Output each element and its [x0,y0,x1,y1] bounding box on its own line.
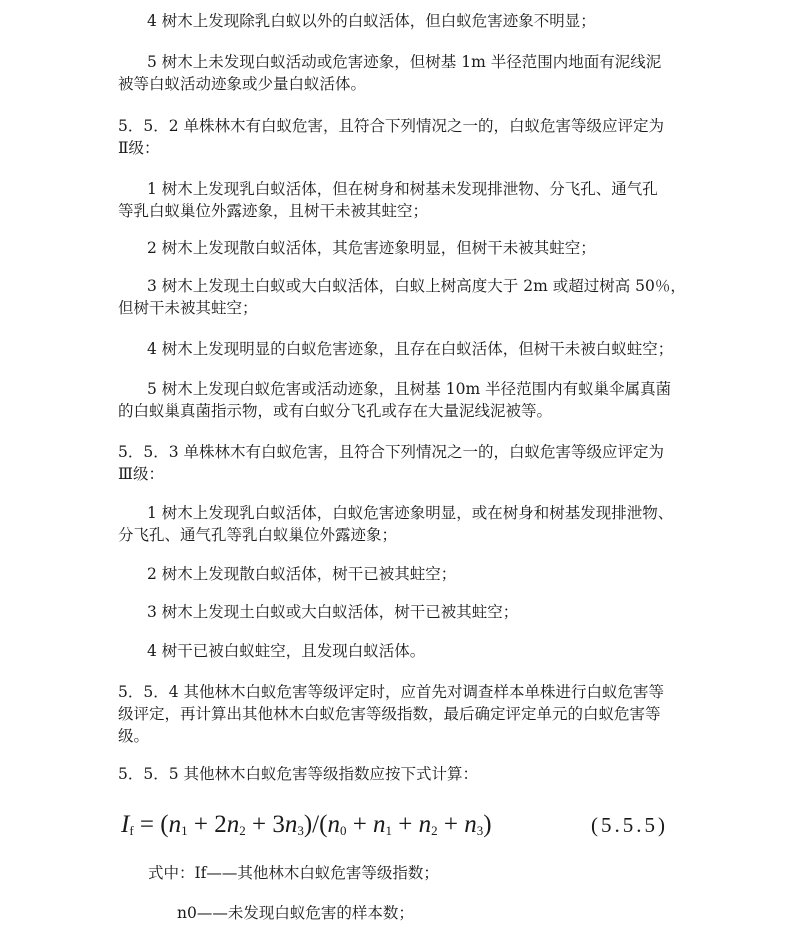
formula-plus-2: + 2 [187,811,227,838]
index-formula [121,808,691,842]
formula-eq: = ( [133,811,169,838]
clause-5-5-2-item-2: 2 树木上发现散白蚁活体，其危害迹象明显，但树干未被其蛀空； [147,239,596,257]
formula-n2: n [226,811,240,838]
clause-5-5-2-line1: 5．5．2 单株林木有白蚁危害，且符合下列情况之一的，白蚁危害等级应评定为 [118,117,665,135]
formula-dplus-1: + [346,811,374,838]
clause-5-5-2-item-5-line1: 5 树木上发现白蚁危害或活动迹象，且树基 10m 半径范围内有蚁巢伞属真菌 [147,380,672,398]
clause-5-5-2-item-3-line1: 3 树木上发现土白蚁或大白蚁活体，白蚁上树高度大于 2m 或超过树高 50％， [147,277,686,295]
formula-dplus-3: + [437,811,465,838]
formula-d2: n [418,811,432,838]
clause-5-5-3-item-1-line2: 分飞孔、通气孔等乳白蚁巢位外露迹象； [118,526,398,544]
clause-5-5-5: 5．5．5 其他林木白蚁危害等级指数应按下式计算： [118,765,479,783]
item-5-text-line1: 5 树木上未发现白蚁活动或危害迹象，但树基 1m 半径范围内地面有泥线泥 [147,53,662,71]
clause-5-5-2-line2: Ⅱ级： [118,139,160,157]
clause-5-5-3-item-3: 3 树木上发现土白蚁或大白蚁活体，树干已被其蛀空； [147,603,519,621]
formula-d2-sub: 2 [431,823,438,838]
formula-d3-sub: 3 [476,823,484,838]
formula-close: ) [483,811,492,838]
formula-n1-sub: 1 [181,823,188,838]
clause-5-5-4-line2: 级评定，再计算出其他林木白蚁危害等级指数，最后确定评定单元的白蚁危害等 [118,705,661,723]
clause-5-5-4-line1: 5．5．4 其他林木白蚁危害等级评定时，应首先对调查样本单株进行白蚁危害等 [118,683,665,701]
formula-d0: n [327,811,340,838]
formula-d1: n [373,811,386,838]
formula-n3-sub: 3 [297,823,304,838]
where-if-definition: 式中：If——其他林木白蚁危害等级指数； [148,864,439,882]
formula-d0-sub: 0 [339,823,347,838]
clause-5-5-3-item-2: 2 树木上发现散白蚁活体，树干已被其蛀空； [147,565,457,583]
formula-divide: )/( [303,811,328,838]
formula-d3: n [464,811,477,838]
clause-5-5-2-item-3-line2: 但树干未被其蛀空； [118,299,258,317]
formula-lhs: I [121,811,130,838]
formula-plus-3: + 3 [245,811,285,838]
formula-number: (5.5.5) [591,813,668,837]
formula-lhs-sub: f [129,823,134,838]
clause-5-5-2-item-4: 4 树木上发现明显的白蚁危害迹象，且存在白蚁活体，但树干未被白蚁蛀空； [147,340,674,358]
formula-n3: n [284,811,298,838]
clause-5-5-4-line3: 级。 [118,727,150,745]
formula-d1-sub: 1 [385,823,393,838]
clause-5-5-2-item-1-line2: 等乳白蚁巢位外露迹象，且树干未被其蛀空； [118,202,429,220]
clause-5-5-3-line2: Ⅲ级： [118,465,164,483]
item-4-text: 4 树木上发现除乳白蚁以外的白蚁活体，但白蚁危害迹象不明显； [147,12,596,30]
clause-5-5-2-item-1-line1: 1 树木上发现乳白蚁活体，但在树身和树基未发现排泄物、分飞孔、通气孔 [147,180,658,198]
clause-5-5-3-item-4: 4 树干已被白蚁蛀空，且发现白蚁活体。 [147,642,426,660]
where-n0-definition: n0——未发现白蚁危害的样本数； [177,904,414,922]
formula-n1: n [168,811,182,838]
formula-dplus-2: + [392,811,419,838]
clause-5-5-2-item-5-line2: 的白蚁巢真菌指示物，或有白蚁分飞孔或存在大量泥线泥被等。 [118,402,553,420]
formula-n2-sub: 2 [239,823,246,838]
clause-5-5-3-line1: 5．5．3 单株林木有白蚁危害，且符合下列情况之一的，白蚁危害等级应评定为 [118,443,665,461]
clause-5-5-3-item-1-line1: 1 树木上发现乳白蚁活体，白蚁危害迹象明显，或在树身和树基发现排泄物、 [147,504,674,522]
item-5-text-line2: 被等白蚁活动迹象或少量白蚁活体。 [118,75,367,93]
